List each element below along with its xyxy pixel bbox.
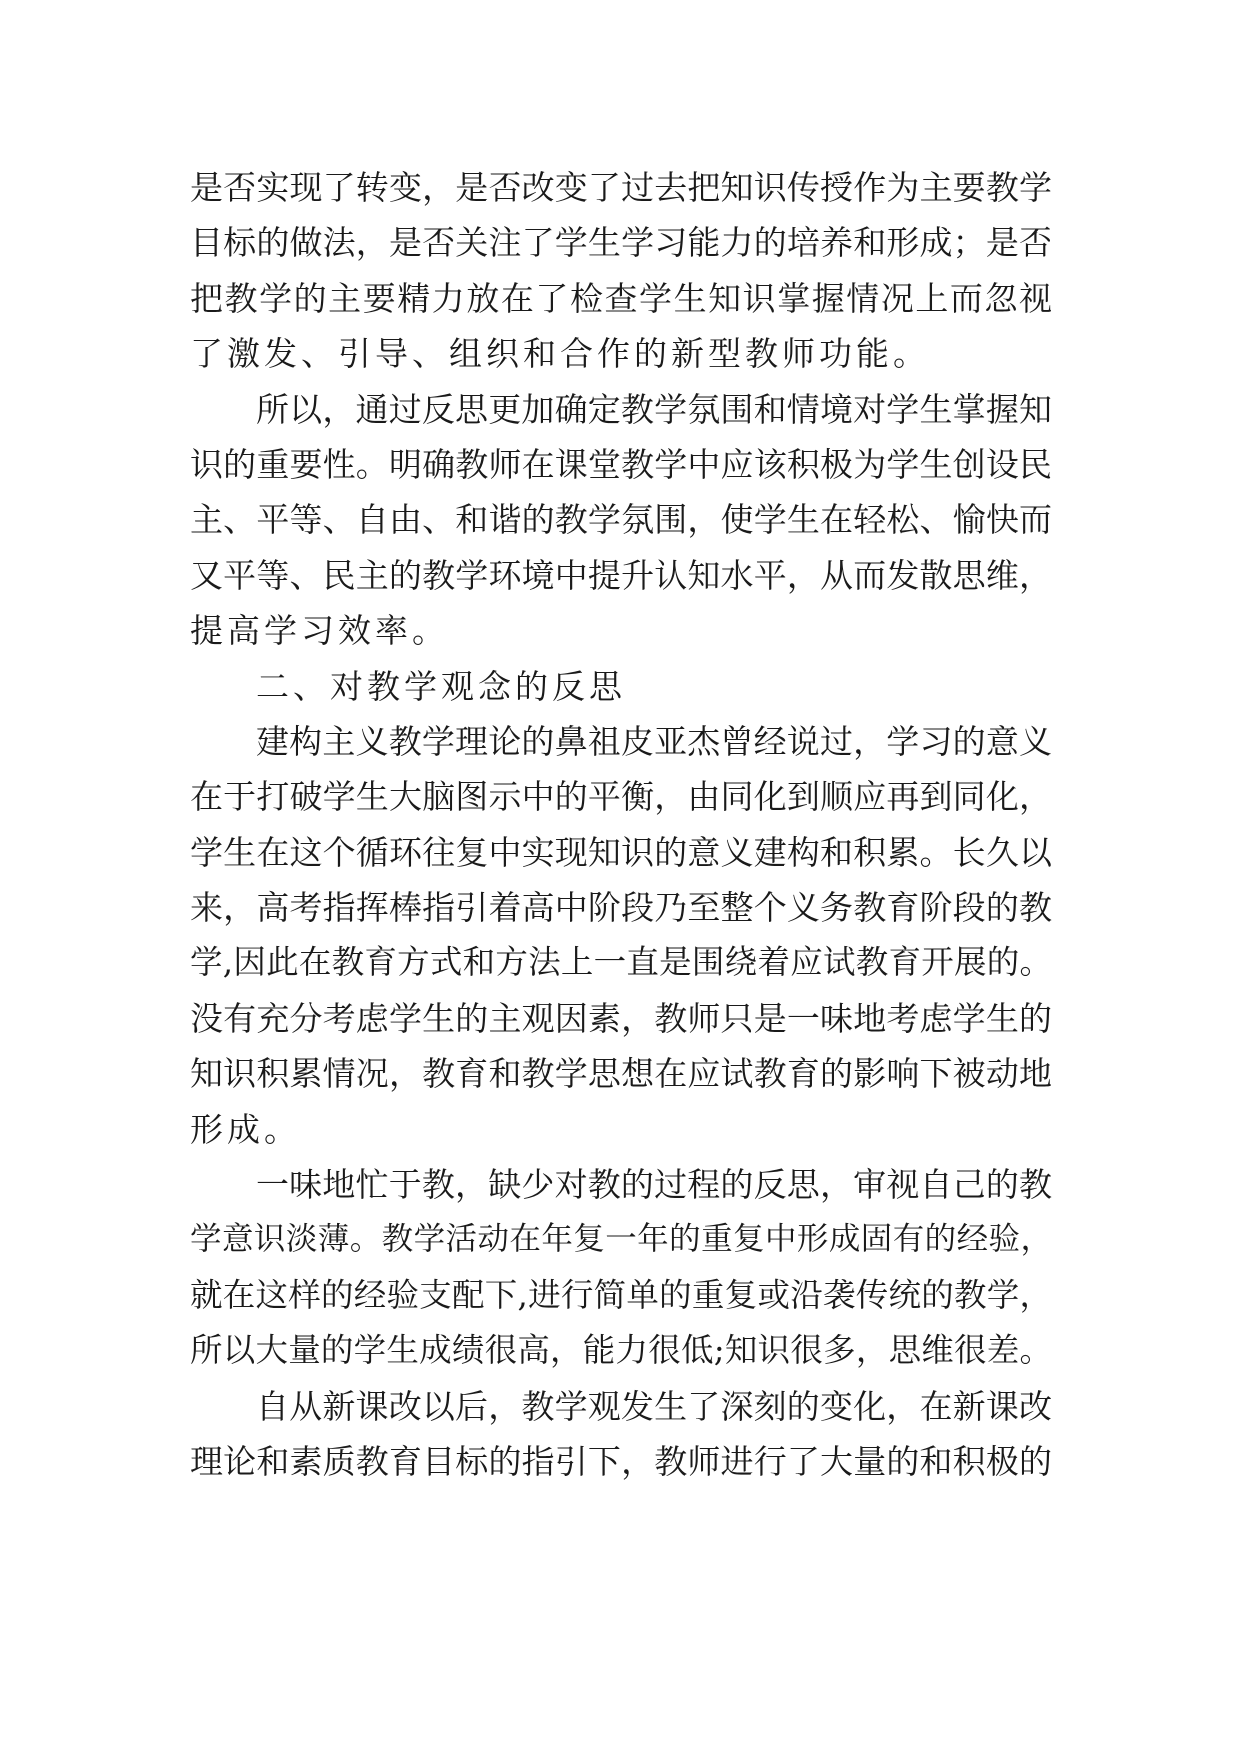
text-line: 提高学习效率。 — [190, 611, 449, 651]
text-line: 就在这样的经验支配下,进行简单的重复或沿袭传统的教学， — [190, 1275, 1052, 1314]
text-line: 一味地忙于教，缺少对教的过程的反思，审视自己的教 — [256, 1165, 1052, 1205]
section-heading: 二、对教学观念的反思 — [256, 666, 626, 706]
text-line: 来，高考指挥棒指引着高中阶段乃至整个义务教育阶段的教 — [190, 888, 1052, 928]
text-line: 理论和素质教育目标的指引下，教师进行了大量的和积极的 — [190, 1441, 1052, 1481]
text-line: 所以大量的学生成绩很高，能力很低;知识很多，思维很差。 — [190, 1331, 1052, 1370]
text-line: 了激发、引导、组织和合作的新型教师功能。 — [190, 334, 930, 374]
text-line: 学,因此在教育方式和方法上一直是围绕着应试教育开展的。 — [190, 943, 1052, 982]
text-line: 建构主义教学理论的鼻祖皮亚杰曾经说过，学习的意义 — [256, 721, 1052, 761]
text-line: 形成。 — [190, 1109, 301, 1149]
text-line: 所以，通过反思更加确定教学氛围和情境对学生掌握知 — [256, 389, 1052, 429]
text-line: 把教学的主要精力放在了检查学生知识掌握情况上而忽视 — [190, 278, 1052, 318]
text-line: 在于打破学生大脑图示中的平衡，由同化到顺应再到同化， — [190, 777, 1052, 817]
text-line: 知识积累情况，教育和教学思想在应试教育的影响下被动地 — [190, 1054, 1052, 1094]
text-line: 识的重要性。明确教师在课堂教学中应该积极为学生创设民 — [190, 444, 1052, 484]
text-line: 是否实现了转变，是否改变了过去把知识传授作为主要教学 — [190, 168, 1052, 207]
text-line: 又平等、民主的教学环境中提升认知水平，从而发散思维， — [190, 555, 1052, 595]
text-line: 目标的做法，是否关注了学生学习能力的培养和形成；是否 — [190, 223, 1052, 263]
text-line: 学意识淡薄。教学活动在年复一年的重复中形成固有的经验， — [190, 1221, 1052, 1258]
text-line: 学生在这个循环往复中实现知识的意义建构和积累。长久以 — [190, 832, 1052, 872]
body-text — [190, 160, 1052, 1489]
text-line: 自从新课改以后，教学观发生了深刻的变化，在新课改 — [256, 1386, 1052, 1426]
text-line: 没有充分考虑学生的主观因素，教师只是一味地考虑学生的 — [190, 998, 1052, 1038]
text-line: 主、平等、自由、和谐的教学氛围，使学生在轻松、愉快而 — [190, 500, 1052, 540]
